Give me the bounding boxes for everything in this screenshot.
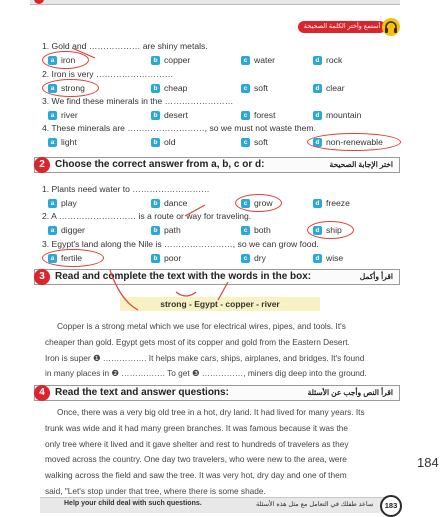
option-text: copper xyxy=(164,55,191,65)
option-text: desert xyxy=(164,110,188,120)
option-text: soft xyxy=(254,83,268,93)
paragraph-line: Once, there was a very big old tree in a hot, dry land. It had lived for many years. Its xyxy=(57,407,365,417)
option-letter: d xyxy=(313,199,322,208)
section-2-header xyxy=(34,157,400,173)
option-text: non-renewable xyxy=(326,137,383,147)
option-text: clear xyxy=(326,83,345,93)
option-letter: b xyxy=(151,138,160,147)
option-letter: c xyxy=(241,138,250,147)
paragraph-line: in many places in ❷ ……………. To get ❸ ……………, miners dig deep into the ground. xyxy=(45,368,367,379)
section-4-header xyxy=(34,385,400,401)
option-text: rock xyxy=(326,55,343,65)
answer-option-c[interactable] xyxy=(241,110,276,120)
option-letter: a xyxy=(48,111,57,120)
option-letter: b xyxy=(151,84,160,93)
option-text: freeze xyxy=(326,198,350,208)
option-letter: d xyxy=(313,111,322,120)
question-stem: 1. Plants need water to ……………………… xyxy=(42,184,210,194)
pen-circle-mark xyxy=(42,249,104,267)
section-arabic-title: اقرأ النص وأجب عن الأسئلة xyxy=(307,388,393,397)
footer-text: Help your child deal with such questions. xyxy=(64,500,202,507)
option-letter: b xyxy=(151,199,160,208)
paragraph-line: cheaper than gold. Egypt gets most of its copper and gold from the Eastern Desert. xyxy=(45,336,350,347)
option-letter: b xyxy=(151,254,160,263)
paragraph-line: Copper is a strong metal which we use for electrical wires, pipes, and tools. It's xyxy=(57,321,346,331)
option-text: fertile xyxy=(61,253,83,263)
option-letter: c xyxy=(241,254,250,263)
answer-option-b[interactable] xyxy=(151,225,181,235)
section-number: 4 xyxy=(34,385,50,401)
answer-option-a[interactable] xyxy=(48,137,77,147)
answer-option-d[interactable] xyxy=(313,110,361,120)
answer-option-c[interactable] xyxy=(241,55,275,65)
option-text: grow xyxy=(254,198,273,208)
answer-option-a[interactable] xyxy=(48,198,77,208)
option-letter: c xyxy=(241,199,250,208)
option-letter: b xyxy=(151,111,160,120)
option-text: poor xyxy=(164,253,182,263)
option-text: digger xyxy=(61,225,85,235)
pen-circle-mark xyxy=(235,194,282,212)
option-letter: a xyxy=(48,254,57,263)
answer-option-d[interactable] xyxy=(313,55,342,65)
pen-circle-mark xyxy=(42,51,89,69)
option-text: strong xyxy=(61,83,85,93)
option-text: light xyxy=(61,137,77,147)
paragraph-line: trunk was wide and it had many green branches. It was famous because it was the xyxy=(45,422,348,433)
section-4-paragraph xyxy=(45,405,400,500)
paragraph-line: Iron is super ❶ ……………. It helps make cars, ships, airplanes, and bridges. It's found xyxy=(45,352,365,363)
option-text: path xyxy=(164,225,181,235)
paragraph-line: said, "Let's stop under that tree, where there is some shade. xyxy=(45,485,266,496)
side-page-number: 184 xyxy=(417,455,439,470)
answer-option-d[interactable] xyxy=(313,83,345,93)
option-text: both xyxy=(254,225,271,235)
answer-option-d[interactable] xyxy=(313,198,350,208)
option-letter: a xyxy=(48,226,57,235)
answer-option-b[interactable] xyxy=(151,198,187,208)
section-number: 3 xyxy=(34,269,50,285)
option-text: dry xyxy=(254,253,266,263)
footer-arabic-text: ساعد طفلك في التعامل مع مثل هذه الأسئلة xyxy=(256,501,374,508)
question-stem: 2. Iron is very ……………………… xyxy=(42,69,174,79)
option-text: dance xyxy=(164,198,188,208)
option-letter: d xyxy=(313,56,322,65)
section-arabic-title: اختر الإجابة الصحيحة xyxy=(329,160,393,169)
option-letter: c xyxy=(241,56,250,65)
section-3-paragraph xyxy=(45,319,400,382)
paragraph-line: walking across the field and saw the tree. It was very hot, dry day and one of them xyxy=(45,470,347,481)
answer-option-c[interactable] xyxy=(241,225,271,235)
question-stem: 3. We find these minerals in the …………………… xyxy=(42,96,234,106)
answer-option-c[interactable] xyxy=(241,83,268,93)
section-arabic-title: اقرأ وأكمل xyxy=(359,272,393,281)
option-letter: a xyxy=(48,84,57,93)
question-stem: 2. A ……………………… is a route or way for traveling. xyxy=(42,211,252,221)
page-number-badge: 183 xyxy=(380,495,402,517)
option-text: mountain xyxy=(326,110,362,120)
section-3-header xyxy=(34,269,400,285)
option-text: old xyxy=(164,137,176,147)
paragraph-line: only tree where it lived and it gave shelter and rest to hundreds of travelers as they xyxy=(45,438,349,449)
answer-option-a[interactable] xyxy=(48,110,78,120)
option-letter: d xyxy=(313,84,322,93)
question-stem: 4. These minerals are ………………………, so we must not waste them. xyxy=(42,123,316,133)
option-text: soft xyxy=(254,137,268,147)
answer-option-c[interactable] xyxy=(241,253,266,263)
section-title: Read the text and answer questions: xyxy=(55,387,229,398)
section-title: Choose the correct answer from a, b, c or d: xyxy=(55,159,265,170)
option-letter: a xyxy=(48,199,57,208)
pen-circle-mark xyxy=(42,79,99,97)
answer-option-b[interactable] xyxy=(151,110,188,120)
option-text: wise xyxy=(326,253,344,263)
answer-option-b[interactable] xyxy=(151,137,175,147)
option-letter: c xyxy=(241,84,250,93)
option-letter: a xyxy=(48,56,57,65)
answer-option-d[interactable] xyxy=(313,253,343,263)
option-letter: b xyxy=(151,56,160,65)
option-text: ship xyxy=(326,225,342,235)
section-number: 2 xyxy=(34,157,50,173)
word-box: strong - Egypt - copper - river xyxy=(120,297,320,311)
option-text: iron xyxy=(61,55,76,65)
pen-circle-mark xyxy=(307,133,401,151)
option-letter: b xyxy=(151,226,160,235)
pen-circle-mark xyxy=(307,221,354,239)
question-stem: 1. Gold and ……………… are shiny metals. xyxy=(42,41,208,51)
option-text: water xyxy=(254,55,276,65)
paragraph-line: moved across the country. One day two travelers, who were new to the area, were xyxy=(45,454,347,465)
option-text: play xyxy=(61,198,77,208)
listen-label: أستمع وأختر الكلمة الصحيحة xyxy=(298,21,386,33)
answer-option-a[interactable] xyxy=(48,225,85,235)
option-text: river xyxy=(61,110,78,120)
answer-option-b[interactable] xyxy=(151,83,187,93)
section-title: Read and complete the text with the words in the box: xyxy=(55,271,312,282)
answer-option-b[interactable] xyxy=(151,253,181,263)
answer-option-c[interactable] xyxy=(241,137,268,147)
option-text: cheap xyxy=(164,83,188,93)
option-letter: d xyxy=(313,254,322,263)
option-letter: c xyxy=(241,111,250,120)
option-letter: c xyxy=(241,226,250,235)
top-header-strip xyxy=(30,0,400,5)
option-letter: a xyxy=(48,138,57,147)
answer-option-b[interactable] xyxy=(151,55,190,65)
option-letter: d xyxy=(313,138,322,147)
option-text: forest xyxy=(254,110,276,120)
headphones-icon xyxy=(382,18,400,36)
option-letter: d xyxy=(313,226,322,235)
question-stem: 3. Egypt's land along the Nile is ……………………, so we can grow food. xyxy=(42,239,319,249)
